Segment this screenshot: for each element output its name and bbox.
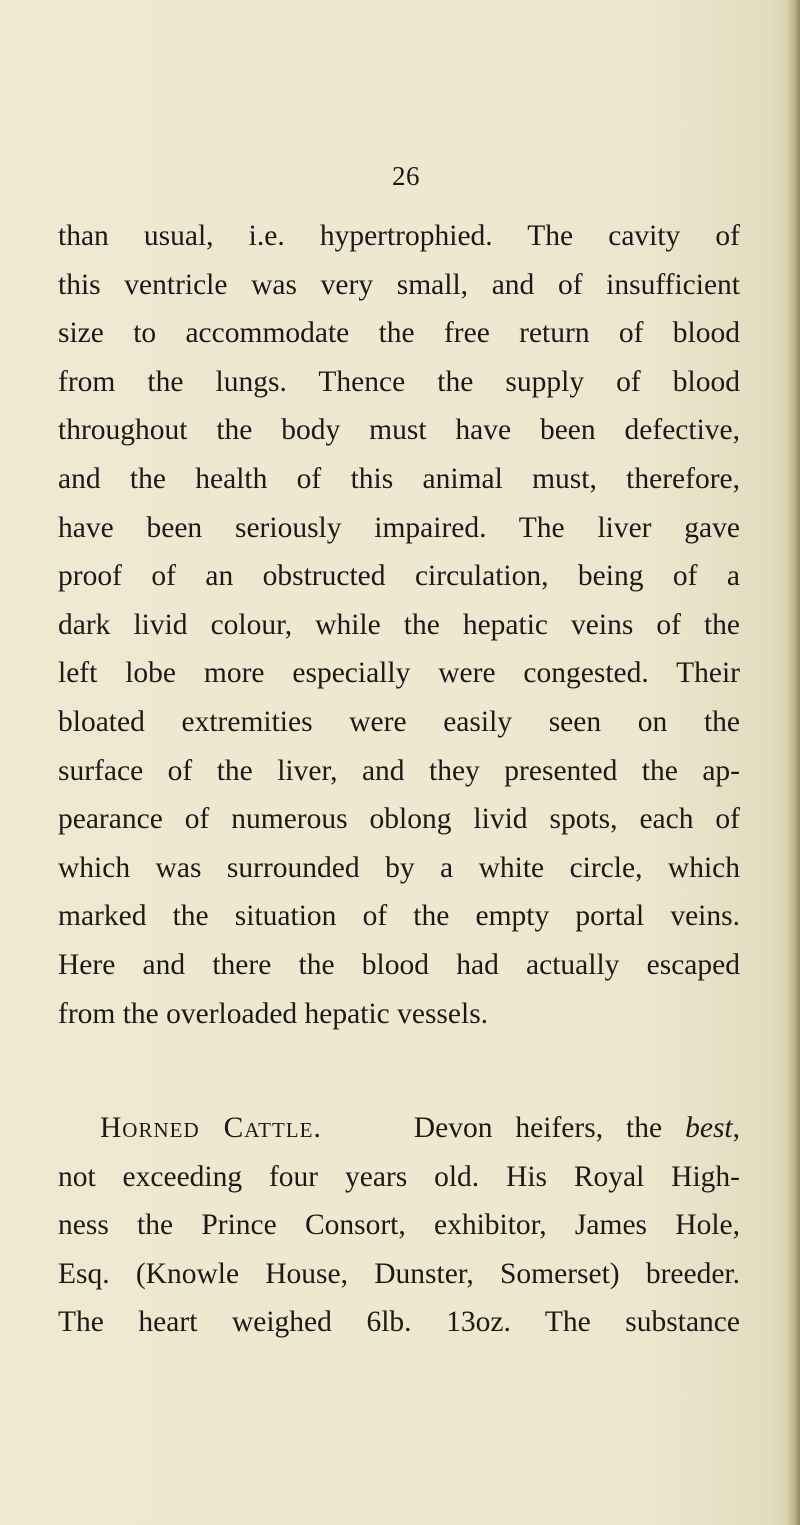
text-line: bloated extremities were easily seen on the <box>58 705 740 738</box>
text-line: Here and there the blood had actually escaped <box>58 948 740 981</box>
text-line: from the lungs. Thence the supply of blood <box>58 365 740 398</box>
text-line: dark livid colour, while the hepatic veins of the <box>58 608 740 641</box>
page-edge-shadow <box>786 0 800 1525</box>
text-line: surface of the liver, and they presented the ap- <box>58 754 740 787</box>
text-line: this ventricle was very small, and of insufficient <box>58 268 740 301</box>
italic-text: best <box>685 1112 733 1145</box>
section-heading: Horned Cattle. <box>100 1112 322 1145</box>
inline-punctuation: , <box>732 1112 741 1145</box>
text-line: have been seriously impaired. The liver gave <box>58 511 740 544</box>
text-line: and the health of this animal must, therefore, <box>58 462 740 495</box>
text-line: marked the situation of the empty portal veins. <box>58 900 740 933</box>
body-text <box>58 212 740 1347</box>
paragraph-1 <box>58 212 740 1038</box>
page-number: 26 <box>392 161 420 191</box>
text-line: size to accommodate the free return of blood <box>58 317 740 350</box>
text-line: proof of an obstructed circulation, being of a <box>58 560 740 593</box>
inline-text: Devon heifers, the <box>413 1112 663 1145</box>
text-line: pearance of numerous oblong livid spots, each of <box>58 803 740 836</box>
paragraph-2 <box>58 1104 740 1347</box>
text-line: which was surrounded by a white circle, which <box>58 851 740 884</box>
text-line: from the overloaded hepatic vessels. <box>58 997 489 1030</box>
paragraph-gap <box>58 1038 740 1104</box>
text-line: left lobe more especially were congested. Their <box>58 657 740 690</box>
text-line <box>58 1104 740 1153</box>
text-line: ness the Prince Consort, exhibitor, James Hole, <box>58 1209 740 1242</box>
text-line: The heart weighed 6lb. 13oz. The substance <box>58 1306 740 1339</box>
text-line: Esq. (Knowle House, Dunster, Somerset) breeder. <box>58 1257 740 1290</box>
text-line: than usual, i.e. hypertrophied. The cavity of <box>58 220 740 252</box>
text-line: not exceeding four years old. His Royal High- <box>58 1160 740 1193</box>
text-line: throughout the body must have been defective, <box>58 414 740 447</box>
